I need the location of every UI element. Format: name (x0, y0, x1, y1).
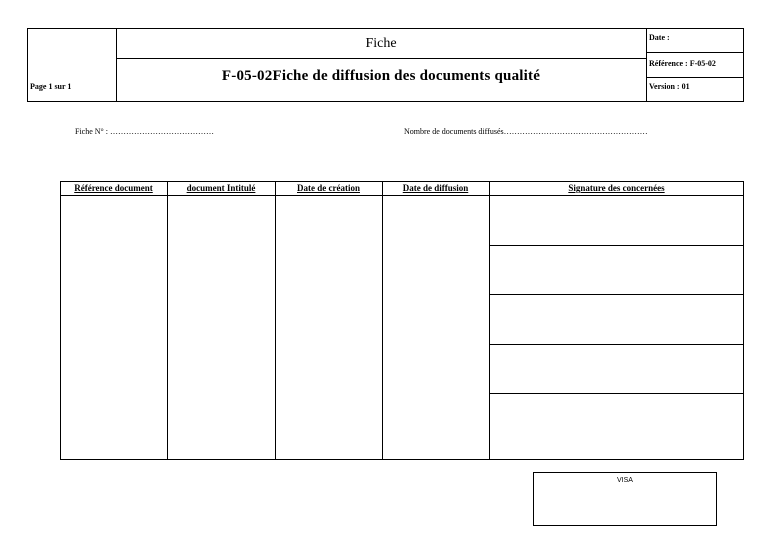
visa-label: VISA (617, 477, 633, 484)
signature-row-divider (489, 393, 744, 394)
table-column-divider (489, 181, 490, 460)
signature-row-divider (489, 245, 744, 246)
table-header-divider (60, 195, 744, 196)
document-count-field[interactable]: Nombre de documents diffusés……………………………………………… (404, 127, 648, 136)
fiche-number-field[interactable]: Fiche N° : ………………………………… (75, 127, 214, 136)
distribution-table (60, 181, 744, 460)
header-title: Fiche (365, 36, 397, 51)
date-label: Date : (649, 33, 670, 42)
page-number: Page 1 sur 1 (30, 82, 72, 91)
signature-row-divider (489, 294, 744, 295)
reference-label: Référence : F-05-02 (649, 59, 716, 68)
column-header-title: document Intitulé (186, 183, 256, 193)
column-header-reference: Référence document (74, 183, 153, 193)
column-header-signature: Signature des concernées (568, 183, 665, 193)
document-title: F-05-02Fiche de diffusion des documents qualité (221, 68, 541, 84)
column-header-distribution-date: Date de diffusion (402, 183, 469, 193)
table-column-divider (382, 181, 383, 460)
version-label: Version : 01 (649, 82, 690, 91)
column-header-creation-date: Date de création (297, 183, 360, 193)
header-divider-right (646, 28, 647, 102)
table-column-divider (167, 181, 168, 460)
header-divider-meta-1 (646, 52, 744, 53)
signature-row-divider (489, 344, 744, 345)
table-column-divider (275, 181, 276, 460)
header-divider-meta-2 (646, 77, 744, 78)
header-divider-middle (116, 58, 646, 59)
